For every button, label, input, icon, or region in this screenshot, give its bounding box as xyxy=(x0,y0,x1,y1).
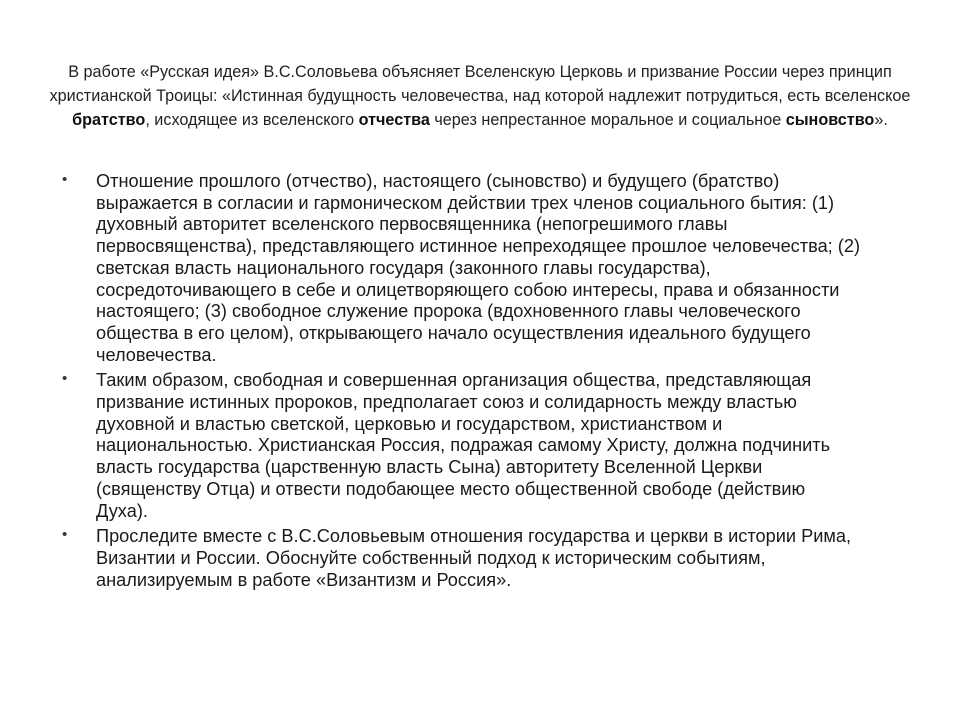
intro-bold-term: братство xyxy=(72,111,146,130)
bullet-item xyxy=(62,370,862,522)
intro-paragraph xyxy=(40,60,920,132)
bullet-dot-icon: • xyxy=(62,526,68,544)
intro-text: В работе «Русская идея» В.С.Соловьева объясняет Вселенскую Церковь и призвание России через принцип христианской Троицы: «Истинная будущность человечества, над которой надлежит потрудиться, есть вселенское xyxy=(49,63,911,106)
bullet-item xyxy=(62,526,862,591)
intro-bold-term: сыновство xyxy=(785,111,875,130)
intro-bold-term: отчества xyxy=(358,111,430,130)
intro-text: через непрестанное моральное и социальное xyxy=(429,111,786,130)
intro-text: ». xyxy=(874,111,888,130)
bullet-text: Проследите вместе с В.С.Соловьевым отношения государства и церкви в истории Рима, Византии и России. Обоснуйте собственный подход к историческим событиям, анализируемым в работе «Византизм и Россия». xyxy=(96,526,852,590)
bullet-item xyxy=(62,171,862,366)
bullet-text: Таким образом, свободная и совершенная организация общества, представляющая призвание истинных пророков, предполагает союз и солидарность между властью духовной и властью светской, церковью и государством, христианством и национальностью. Христианская Россия, подражая самому Христу, должна подчинить власть государства (царственную власть Сына) авторитету Вселенной Церкви (священству Отца) и отвести подобающее место общественной свободе (действию Духа). xyxy=(96,370,831,521)
bullet-dot-icon: • xyxy=(62,171,68,188)
bullet-text: Отношение прошлого (отчество), настоящего (сыновство) и будущего (братство) выражается в согласии и гармоническом действии трех членов социального бытия: (1) духовный авторитет вселенского первосвященника (непогрешимого главы первосвященства), представляющего истинное непреходящее прошлое человечества; (2) светская власть национального государя (законного главы государства), сосредоточивающего в себе и олицетворяющего собою интересы, права и обязанности настоящего; (3) свободное служение пророка (вдохновенного главы человеческого общества в его целом), открывающего начало осуществления идеального будущего человечества. xyxy=(96,171,861,365)
bullet-dot-icon: • xyxy=(62,370,68,388)
intro-text: , исходящее из вселенского xyxy=(145,111,359,130)
bullet-list xyxy=(62,171,862,595)
